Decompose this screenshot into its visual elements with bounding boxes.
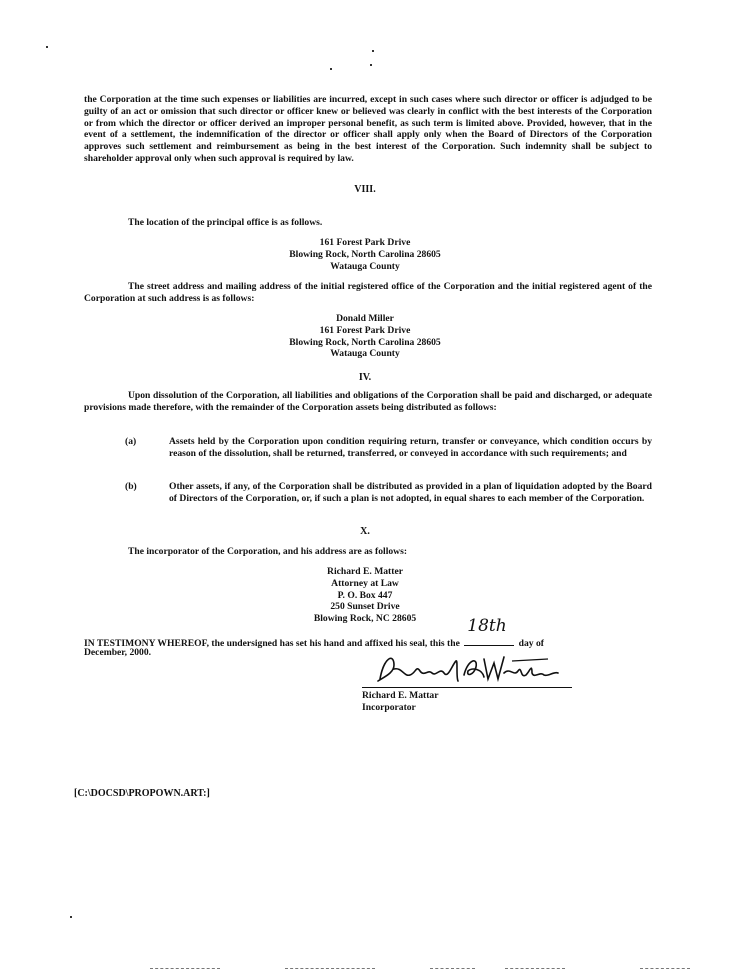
address-line: P. O. Box 447 — [337, 589, 393, 601]
scan-artifact — [285, 968, 375, 970]
scan-artifact — [430, 968, 475, 970]
file-path: [C:\DOCSD\PROPOWN.ART:] — [74, 788, 210, 799]
signature-scribble — [372, 647, 572, 689]
address-line: Donald Miller — [336, 313, 394, 324]
scan-artifact — [640, 968, 690, 970]
item-text-b: Other assets, if any, of the Corporation shall be distributed as provided in a plan of liquidation adopted by the Board of Directors of the Corporation, or, if such a plan is not adopted, in equal shares to each member of the Corporation. — [169, 481, 652, 504]
signature-line — [362, 687, 572, 688]
testimony-date: December, 2000. — [84, 647, 152, 658]
handwritten-day: 18th — [467, 616, 507, 636]
principal-office-address — [200, 237, 530, 272]
address-line: Watauga County — [330, 348, 400, 360]
dissolution-text: Upon dissolution of the Corporation, all liabilities and obligations of the Corporation shall be paid and discharged, or adequate provisions made therefore, with the remainder of the Corporation assets being distributed as follows: — [84, 390, 652, 413]
signatory-name: Richard E. Mattar — [362, 690, 439, 701]
signature — [372, 647, 572, 689]
scan-speck — [70, 916, 72, 918]
incorporator-text: The incorporator of the Corporation, and his address are as follows: — [128, 546, 408, 557]
scan-speck — [370, 64, 372, 66]
article-x-heading: X. — [360, 526, 370, 537]
testimony-day-of: day of — [518, 638, 544, 649]
address-line: 161 Forest Park Drive — [319, 237, 411, 248]
address-line: Blowing Rock, North Carolina 28605 — [289, 248, 441, 260]
registered-agent-text: The street address and mailing address of the initial registered office of the Corporation and the initial registered agent of the Corporation at such address is as follows: — [84, 281, 652, 304]
intro-paragraph: the Corporation at the time such expenses or liabilities are incurred, except in such cases where such director or officer is adjudged to be guilty of an act or omission that such director or officer knew or believed was clearly in conflict with the best interests of the Corporation or from which the director or officer derived an improper personal benefit, as such term is limited above. Provided, however, that in the event of a settlement, the indemnification of the director or officer shall apply only when the Board of Directors of the Corporation approves such settlement and reimbursement as being in the best interest of the Corporation. Such indemnity shall be subject to shareholder approval only when such approval is required by law. — [84, 94, 652, 164]
address-line: Richard E. Matter — [327, 566, 403, 577]
testimony-lead: IN TESTIMONY WHEREOF — [84, 638, 207, 649]
address-line: Attorney at Law — [331, 577, 399, 589]
testimony-text: , the undersigned has set his hand and affixed his seal, this the — [206, 638, 460, 649]
scan-artifact — [150, 968, 220, 970]
item-marker-b: (b) — [125, 481, 137, 492]
address-line: Watauga County — [330, 260, 400, 272]
principal-office-text: The location of the principal office is as follows. — [128, 217, 323, 228]
signatory-title: Incorporator — [362, 702, 416, 713]
address-line: Blowing Rock, NC 28605 — [313, 613, 417, 625]
article-ix-heading: IV. — [358, 372, 372, 383]
address-line: 161 Forest Park Drive — [319, 324, 411, 336]
scan-artifact — [505, 968, 565, 970]
article-viii-heading: VIII. — [354, 184, 376, 195]
address-line: 250 Sunset Drive — [330, 601, 400, 613]
address-line: Blowing Rock, North Carolina 28605 — [289, 336, 441, 348]
item-marker-a: (a) — [125, 436, 137, 447]
scan-speck — [46, 46, 48, 48]
scan-speck — [330, 68, 332, 70]
scan-speck — [372, 50, 374, 52]
item-text-a: Assets held by the Corporation upon condition requiring return, transfer or conveyance, which condition occurs by reason of the dissolution, shall be returned, transferred, or conveyed in accordance with such requirements; and — [169, 436, 652, 459]
day-blank — [464, 616, 514, 646]
registered-agent-address — [200, 313, 530, 360]
